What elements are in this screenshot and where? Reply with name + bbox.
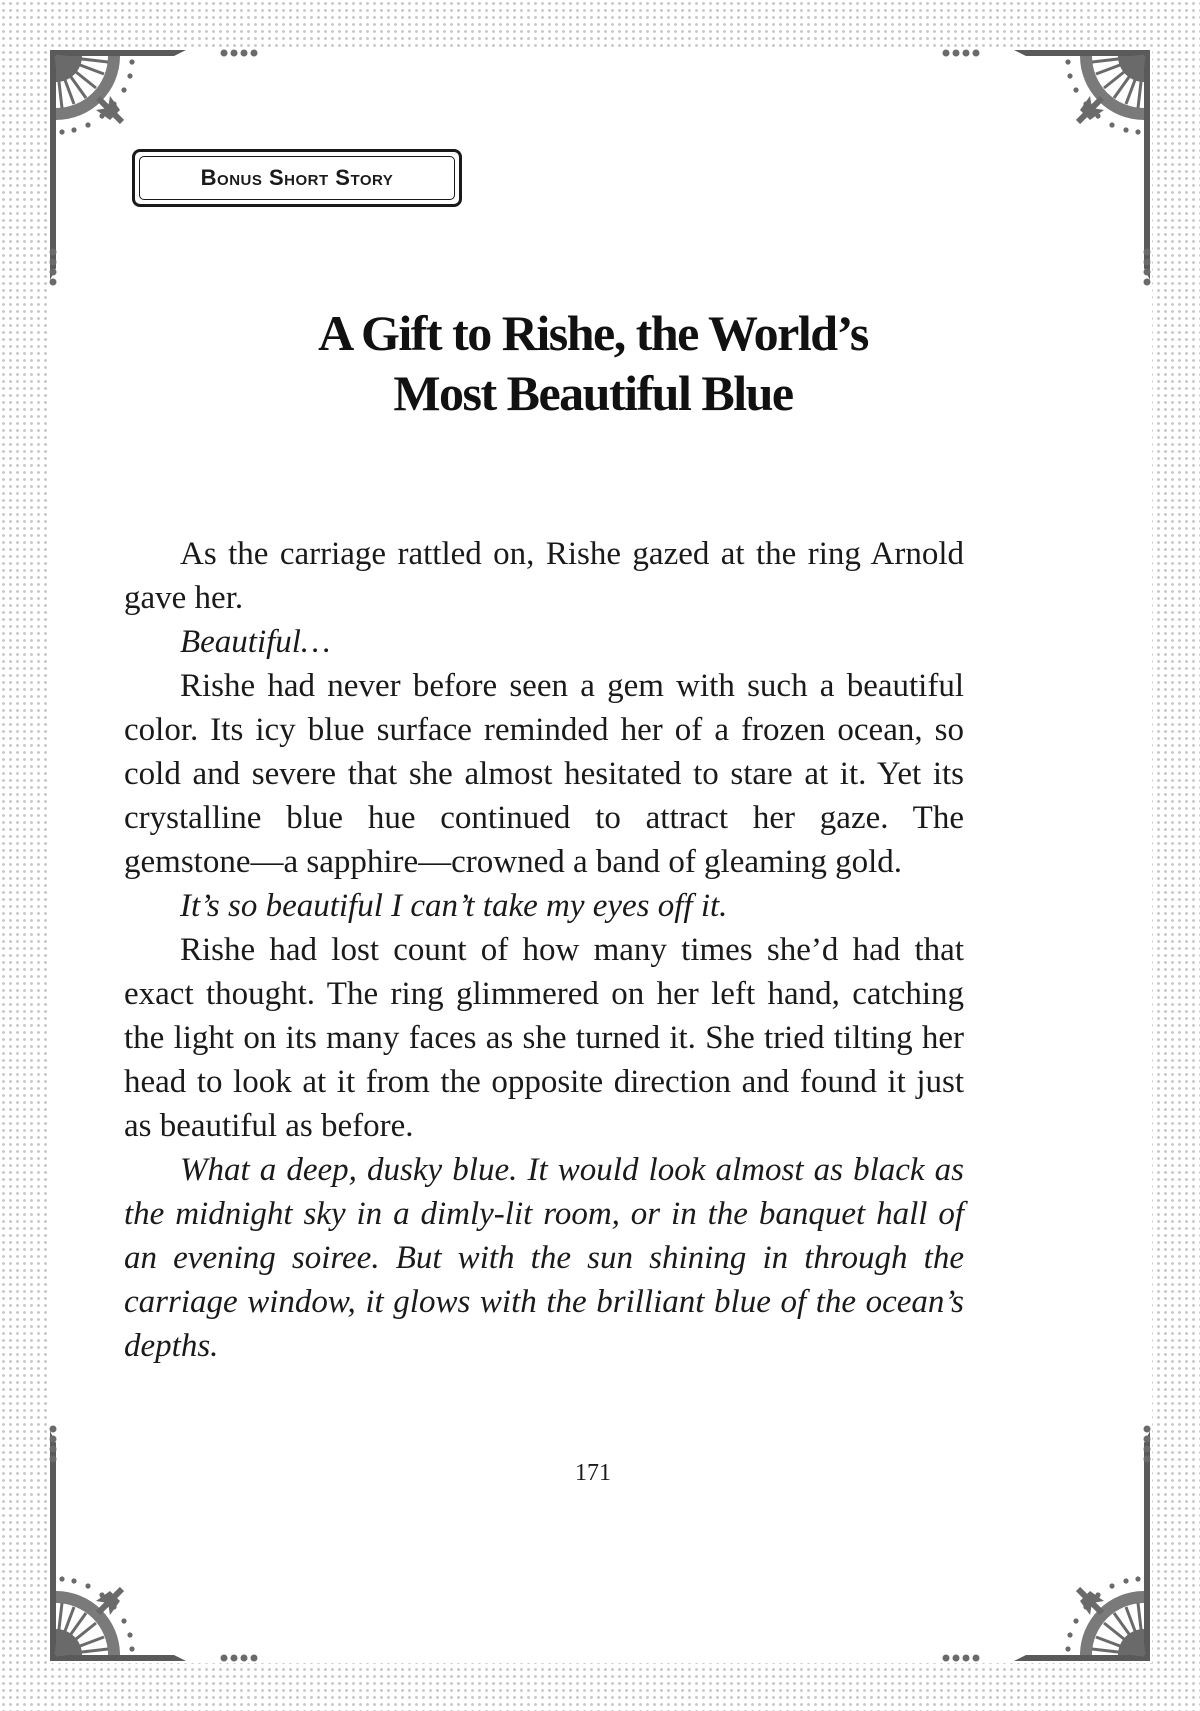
paragraph-italic: What a deep, dusky blue. It would look almost as black as the midnight sky in a dimly-lit room, or in the banquet hall of an evening soiree. But with the sun shining in through the carriage window, it glows with the brilliant blue of the ocean’s depths. [124,1152,964,1364]
corner-ornament-top-right [943,50,1151,286]
section-badge-label: Bonus Short Story [200,165,394,190]
book-page [48,48,1152,1663]
story-body [124,532,964,1368]
story-title-line-2: Most Beautiful Blue [393,365,793,421]
section-badge [132,149,462,207]
paragraph: Rishe had never before seen a gem with such a beautiful color. Its icy blue surface reminded her of a frozen ocean, so cold and severe that she almost hesitated to stare at it. Yet its crystalline blue hue continued to attract her gaze. The gemstone—a sapphire—crowned a band of gleaming gold. [124,668,964,880]
paragraph-italic: It’s so beautiful I can’t take my eyes off it. [180,888,728,924]
paragraph-italic: Beautiful… [180,624,331,660]
paragraph: Rishe had lost count of how many times she’d had that exact thought. The ring glimmered on her left hand, catching the light on its many faces as she turned it. She tried tilting her head to look at it from the opposite direction and found it just as beautiful as before. [124,932,964,1144]
paragraph: As the carriage rattled on, Rishe gazed at the ring Arnold gave her. [124,536,964,616]
story-title-line-1: A Gift to Rishe, the World’s [318,305,868,361]
page-number: 171 [575,1460,611,1486]
story-title [48,303,1138,423]
